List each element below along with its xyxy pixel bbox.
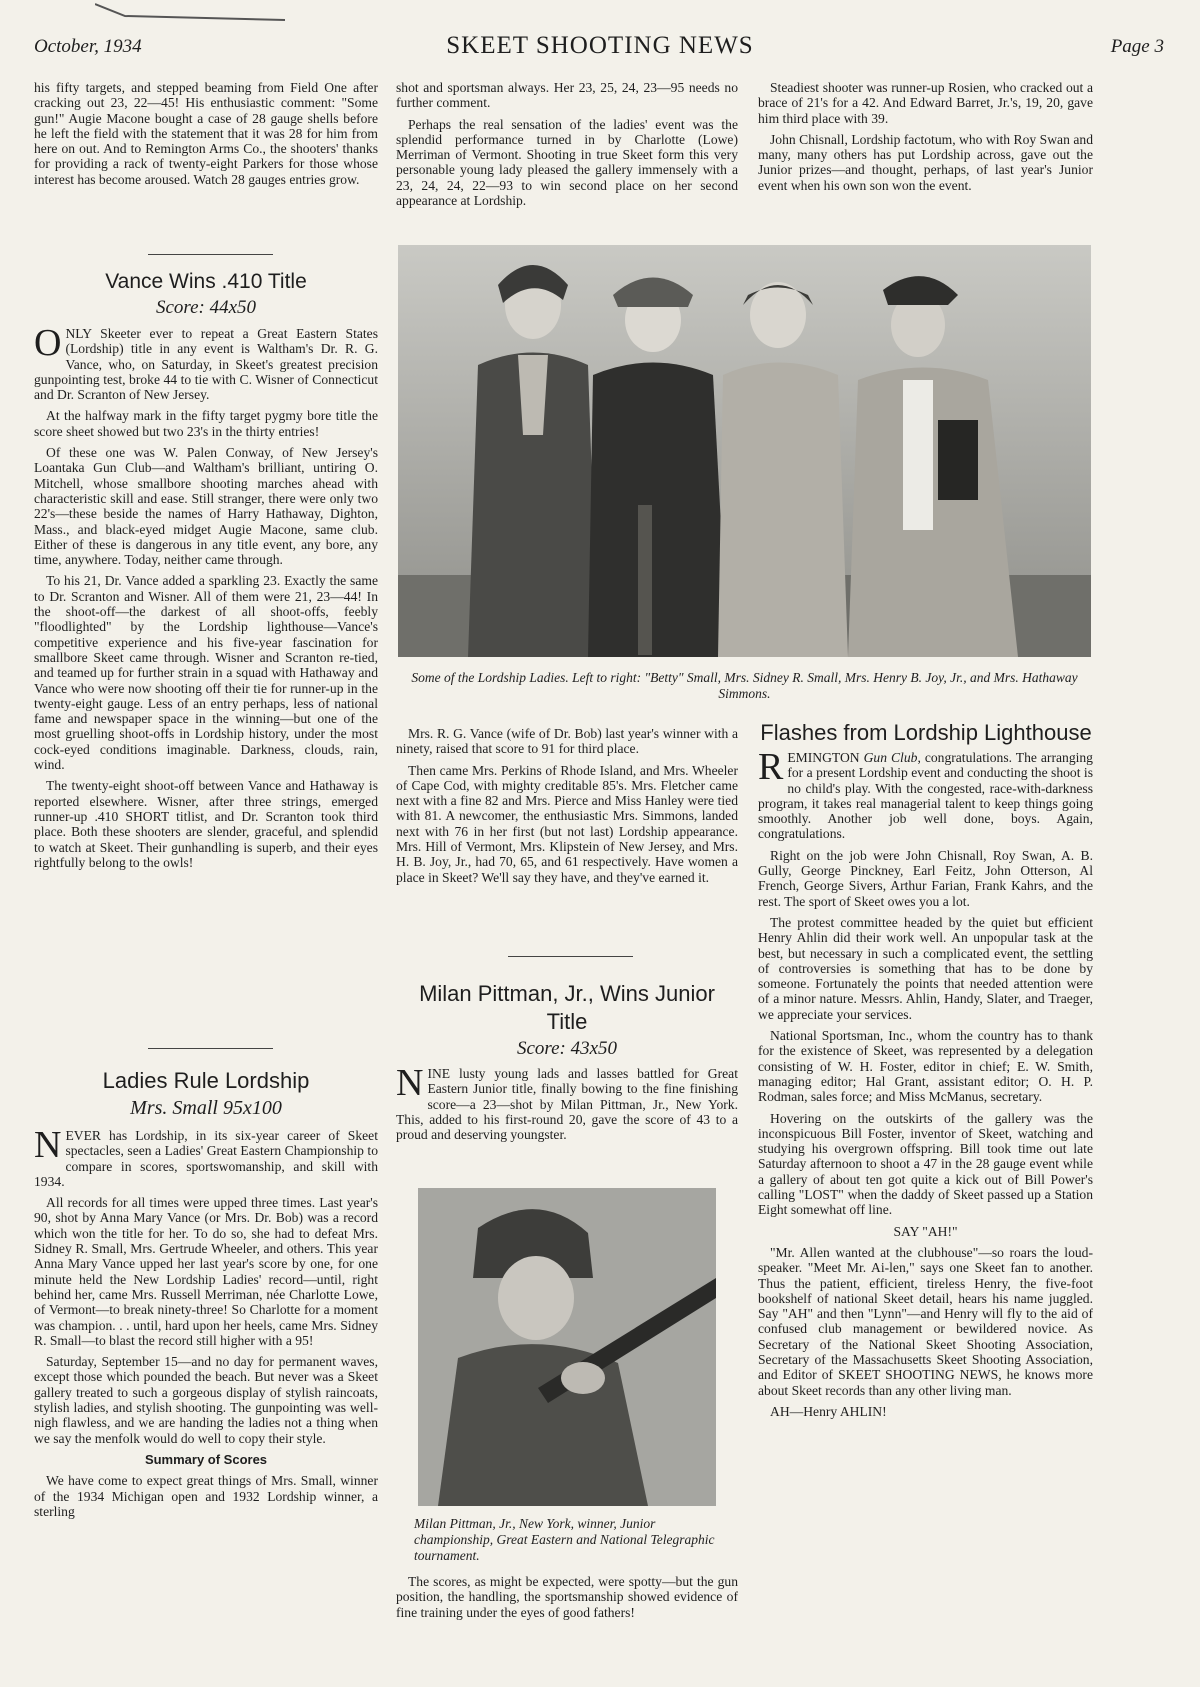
text: EMINGTON: [787, 750, 864, 765]
paragraph: Perhaps the real sensation of the ladies' event was the splendid performance turned in by Charlotte (Lowe) Merriman of Vermont. Shooting in true Skeet form this very personable young lady pleased the gallery immensely with a 23, 24, 24, 22—93 to win second place on her second appearance at Lordship.: [396, 116, 738, 209]
paragraph: The scores, as might be expected, were spotty—but the gun position, the handling, the sportsmanship showed evidence of fine training under the eyes of good fathers!: [396, 1574, 738, 1620]
pittman-photo: [418, 1188, 716, 1506]
text: , congratulations. The arranging for a present Lordship event and conducting the shoot is no child's play. With the congested, race-with-darkness program, it takes real managerial talent to keep things going smoothly. Another job well done, boys. Again, congratulations.: [758, 750, 1093, 842]
page-number: Page 3: [1110, 36, 1164, 57]
divider: [148, 1048, 273, 1049]
ladies-headline: Ladies Rule Lordship: [102, 1068, 310, 1093]
col2-mid-text: [396, 726, 738, 958]
paragraph: Then came Mrs. Perkins of Rhode Island, and Mrs. Wheeler of Cape Cod, with mighty creditable 85's. Mrs. Fletcher came next with a fine 82 and Mrs. Pierce and Miss Hanley were tied with 81. A newcomer, the enthusiastic Mrs. Simmons, landed next with 76 in her first (but not last) Lordship appearance. Mrs. Hill of Vermont, Mrs. Klipstein of New Jersey, and Mrs. H. B. Joy, Jr., had 70, 65, and 61 respectively. Have women a place in Skeet? We'll say they have, and they've earned it.: [396, 762, 738, 885]
photo-illustration: [418, 1188, 716, 1506]
summary-heading: Summary of Scores: [144, 1451, 268, 1467]
vance-score: Score: 44x50: [155, 297, 257, 318]
flashes-headline: Flashes from Lordship Lighthouse: [760, 720, 1092, 745]
paragraph: The twenty-eight shoot-off between Vance and Hathaway is reported elsewhere. Wisner, after three strings, emerged runner-up .410 SHORT titlist, and Dr. Scranton took third place. Both these shooters are slender, graceful, and splendid to watch at Skeet. Their gunhandling is superb, and their eyes rightfully belong to the owls!: [34, 778, 378, 870]
pittman-article: [396, 1066, 738, 1186]
pittman-headline: Milan Pittman, Jr., Wins Junior Title: [419, 981, 715, 1034]
paragraph: All records for all times were upped three times. Last year's 90, shot by Anna Mary Vance (or Mrs. Dr. Bob) was a record which won the title for her. To do so, she had to defeat Mrs. Sidney R. Small, Mrs. Gertrude Wheeler, and others. This year Anna Mary Vance upped her last year's score by one, for one minute held the New Lordship Ladies' record—until, right behind her, came Mrs. Russell Merriman, née Charlotte Lowe, of Vermont—to break ninety-three! So Charlotte for a moment was champion. . . until, hard upon her heels, came Mrs. Sidney R. Small—to blast the record still higher with a 95!: [34, 1195, 378, 1348]
vance-headline: Vance Wins .410 Title: [105, 270, 307, 293]
ladies-article: [34, 1128, 378, 1576]
pittman-caption: Milan Pittman, Jr., New York, winner, Junior championship, Great Eastern and National Telegraphic tournament.: [414, 1516, 715, 1563]
club-name: Gun Club: [863, 750, 918, 765]
paragraph: Mrs. R. G. Vance (wife of Dr. Bob) last year's winner with a ninety, raised that score to 91 for third place.: [396, 726, 738, 757]
signature: AH—Henry AHLIN!: [770, 1403, 887, 1419]
paragraph: We have come to expect great things of Mrs. Small, winner of the 1934 Michigan open and 1932 Lordship winner, a sterling: [34, 1473, 378, 1519]
paragraph: NLY Skeeter ever to repeat a Great Eastern States (Lordship) title in any event is Waltham's Dr. R. G. Vance, who, on Saturday, in Skeet's greatest precision gunpointing test, broke 44 to tie with C. Wisner of Connecticut and Dr. Scranton of New Jersey.: [34, 326, 378, 403]
say-ah-subheading: SAY "AH!": [893, 1223, 958, 1239]
paragraph: "Mr. Allen wanted at the clubhouse"—so roars the loud-speaker. "Meet Mr. Ai-len," says one Skeet fan to another. Thus the patient, efficient, tireless Henry, the five-foot bookshelf of national Skeet detail, hears his name juggled. Say "AH" and then "Lynn"—and Henry will fly to the aid of confused club management or bewildered novice. As Secretary of the National Skeet Shooting Association, Secretary of the Massachusetts Skeet Shooting Association, and Editor of SKEET SHOOTING NEWS, he knows more about Skeet records than any other living man.: [758, 1244, 1093, 1398]
col1-top-text: [34, 80, 378, 248]
paragraph: At the halfway mark in the fifty target pygmy bore title the score sheet showed but two 23's in the thirty entries!: [34, 408, 378, 439]
corner-mark: [95, 2, 285, 22]
paragraph: Hovering on the outskirts of the gallery was the inconspicuous Bill Foster, inventor of Skeet, watching and studying his overgrown offspring. Bill took time out late Saturday afternoon to shoot a 47 in the 28 gauge event while a gallery of about ten got quite a kick out of Bill Power's calling "LOST" when the daddy of Skeet passed up a Station Eight somewhat off line.: [758, 1110, 1093, 1218]
paragraph: INE lusty young lads and lasses battled for Great Eastern Junior title, finally bowing to the fine finishing score—a 23—shot by Milan Pittman, Jr., New York. This, added to his first-round 20, gave the score of 43 to a proud and deserving youngster.: [396, 1066, 738, 1143]
photo-illustration: [398, 245, 1091, 657]
issue-date: October, 1934: [34, 36, 142, 57]
ladies-score: Mrs. Small 95x100: [130, 1097, 282, 1119]
col2-top-text: [396, 80, 738, 232]
lordship-ladies-photo: [398, 245, 1091, 657]
dropcap: N: [396, 1066, 424, 1104]
dropcap: N: [34, 1128, 62, 1166]
paragraph: EVER has Lordship, in its six-year career of Skeet spectacles, seen a Ladies' Great Eastern Championship to compare in scores, sportswomanship, and skill with 1934.: [34, 1128, 378, 1189]
vance-article: [34, 326, 378, 1024]
paragraph: Of these one was W. Palen Conway, of New Jersey's Loantaka Gun Club—and Waltham's brilliant, untiring O. Mitchell, whose smallbore shooting marches ahead with characteristic skill and ease. Still stranger, there were only two 22's—these beside the names of Harry Hathaway, Dighton, Mass., and black-eyed midget Augie Macone, same club. Either of these is dangerous in any title event, any bore, any time, anywhere. Today, neither came through.: [34, 445, 378, 568]
paragraph: National Sportsman, Inc., whom the country has to thank for the existence of Skeet, was represented by a delegation consisting of W. H. Foster, editor in chief; E. W. Smith, managing editor; Hal Grant, assistant editor; O. H. P. Rodman, sales force; and Miss McManus, secretary.: [758, 1028, 1093, 1105]
paragraph: shot and sportsman always. Her 23, 25, 24, 23—95 needs no further comment.: [396, 80, 738, 111]
paragraph: Right on the job were John Chisnall, Roy Swan, A. B. Gully, George Pinckney, Earl Feitz, John Otterson, Al French, George Sivers, Arthur Farian, Frank Kahrs, and the rest. The sport of Skeet owes you a lot.: [758, 847, 1093, 909]
photo-caption: Some of the Lordship Ladies. Left to right: "Betty" Small, Mrs. Sidney R. Small, Mrs. Henry B. Joy, Jr., and Mrs. Hathaway Simmons.: [411, 670, 1078, 701]
dropcap: R: [758, 750, 784, 788]
flashes-article: [758, 750, 1093, 1640]
pittman-score: Score: 43x50: [516, 1038, 618, 1059]
masthead-title: SKEET SHOOTING NEWS: [446, 32, 754, 59]
paragraph: Steadiest shooter was runner-up Rosien, who cracked out a brace of 21's for a 42. And Edward Barret, Jr.'s, 19, 20, gave him third place with 39.: [758, 80, 1093, 126]
paragraph: John Chisnall, Lordship factotum, who with Roy Swan and many, many others has put Lordship across, gave out the Junior prizes—and thought, perhaps, of last year's Junior event when his own son won the event.: [758, 131, 1093, 193]
divider: [508, 956, 633, 957]
paragraph: Saturday, September 15—and no day for permanent waves, except those which pounded the beach. But never was a Skeet gallery treated to such a gorgeous display of stylish raincoats, stylish ladies, and stylish shooting. The gunpointing was well-nigh flawless, and we are handing the ladies not a thing when we say the menfolk would do well to copy their style.: [34, 1354, 378, 1446]
paragraph: his fifty targets, and stepped beaming from Field One after cracking out 23, 22—45! His enthusiastic comment: "Some gun!" Augie Macone bought a case of 28 gauge shells before he left the field with the statement that it was 28 for him from here on out. And to Remington Arms Co., the shooters' thanks for providing a rack of twenty-eight Parkers for those whose interest has become aroused. Watch 28 gauges entries grow.: [34, 80, 378, 187]
pittman-article-end: [396, 1574, 738, 1634]
dropcap: O: [34, 326, 62, 364]
col3-top-text: [758, 80, 1093, 232]
paragraph: The protest committee headed by the quiet but efficient Henry Ahlin did their work well. An unpopular task at the best, but necessary in such a complicated event, the settling of controversies is something that has to be done by someone. Fortunately the points that needed attention were of a minor nature. Messrs. Ahlin, Handy, Slater, and Traeger, we appreciate your services.: [758, 914, 1093, 1022]
divider: [148, 254, 273, 255]
paragraph: To his 21, Dr. Vance added a sparkling 23. Exactly the same to Dr. Scranton and Wisner. All of them were 21, 23—44! In the shoot-off—the darkest of all shoot-offs, feebly "floodlighted" by the Lordship lighthouse—Vance's competitive experience and his five-year fascination for smallbore Skeet came through. Wisner and Scranton re-tied, and teamed up for further strain in a squad with Hathaway and Vance who were now shooting off their tie for runner-up in the twenty-eight gauge. Less of an entry perhaps, less of national fame and newspaper space in the winning—but one of the most gruelling shoot-offs in Lordship history, under the most cock-eyed conditions imaginable. Darkness, clouds, rain, wind.: [34, 573, 378, 773]
